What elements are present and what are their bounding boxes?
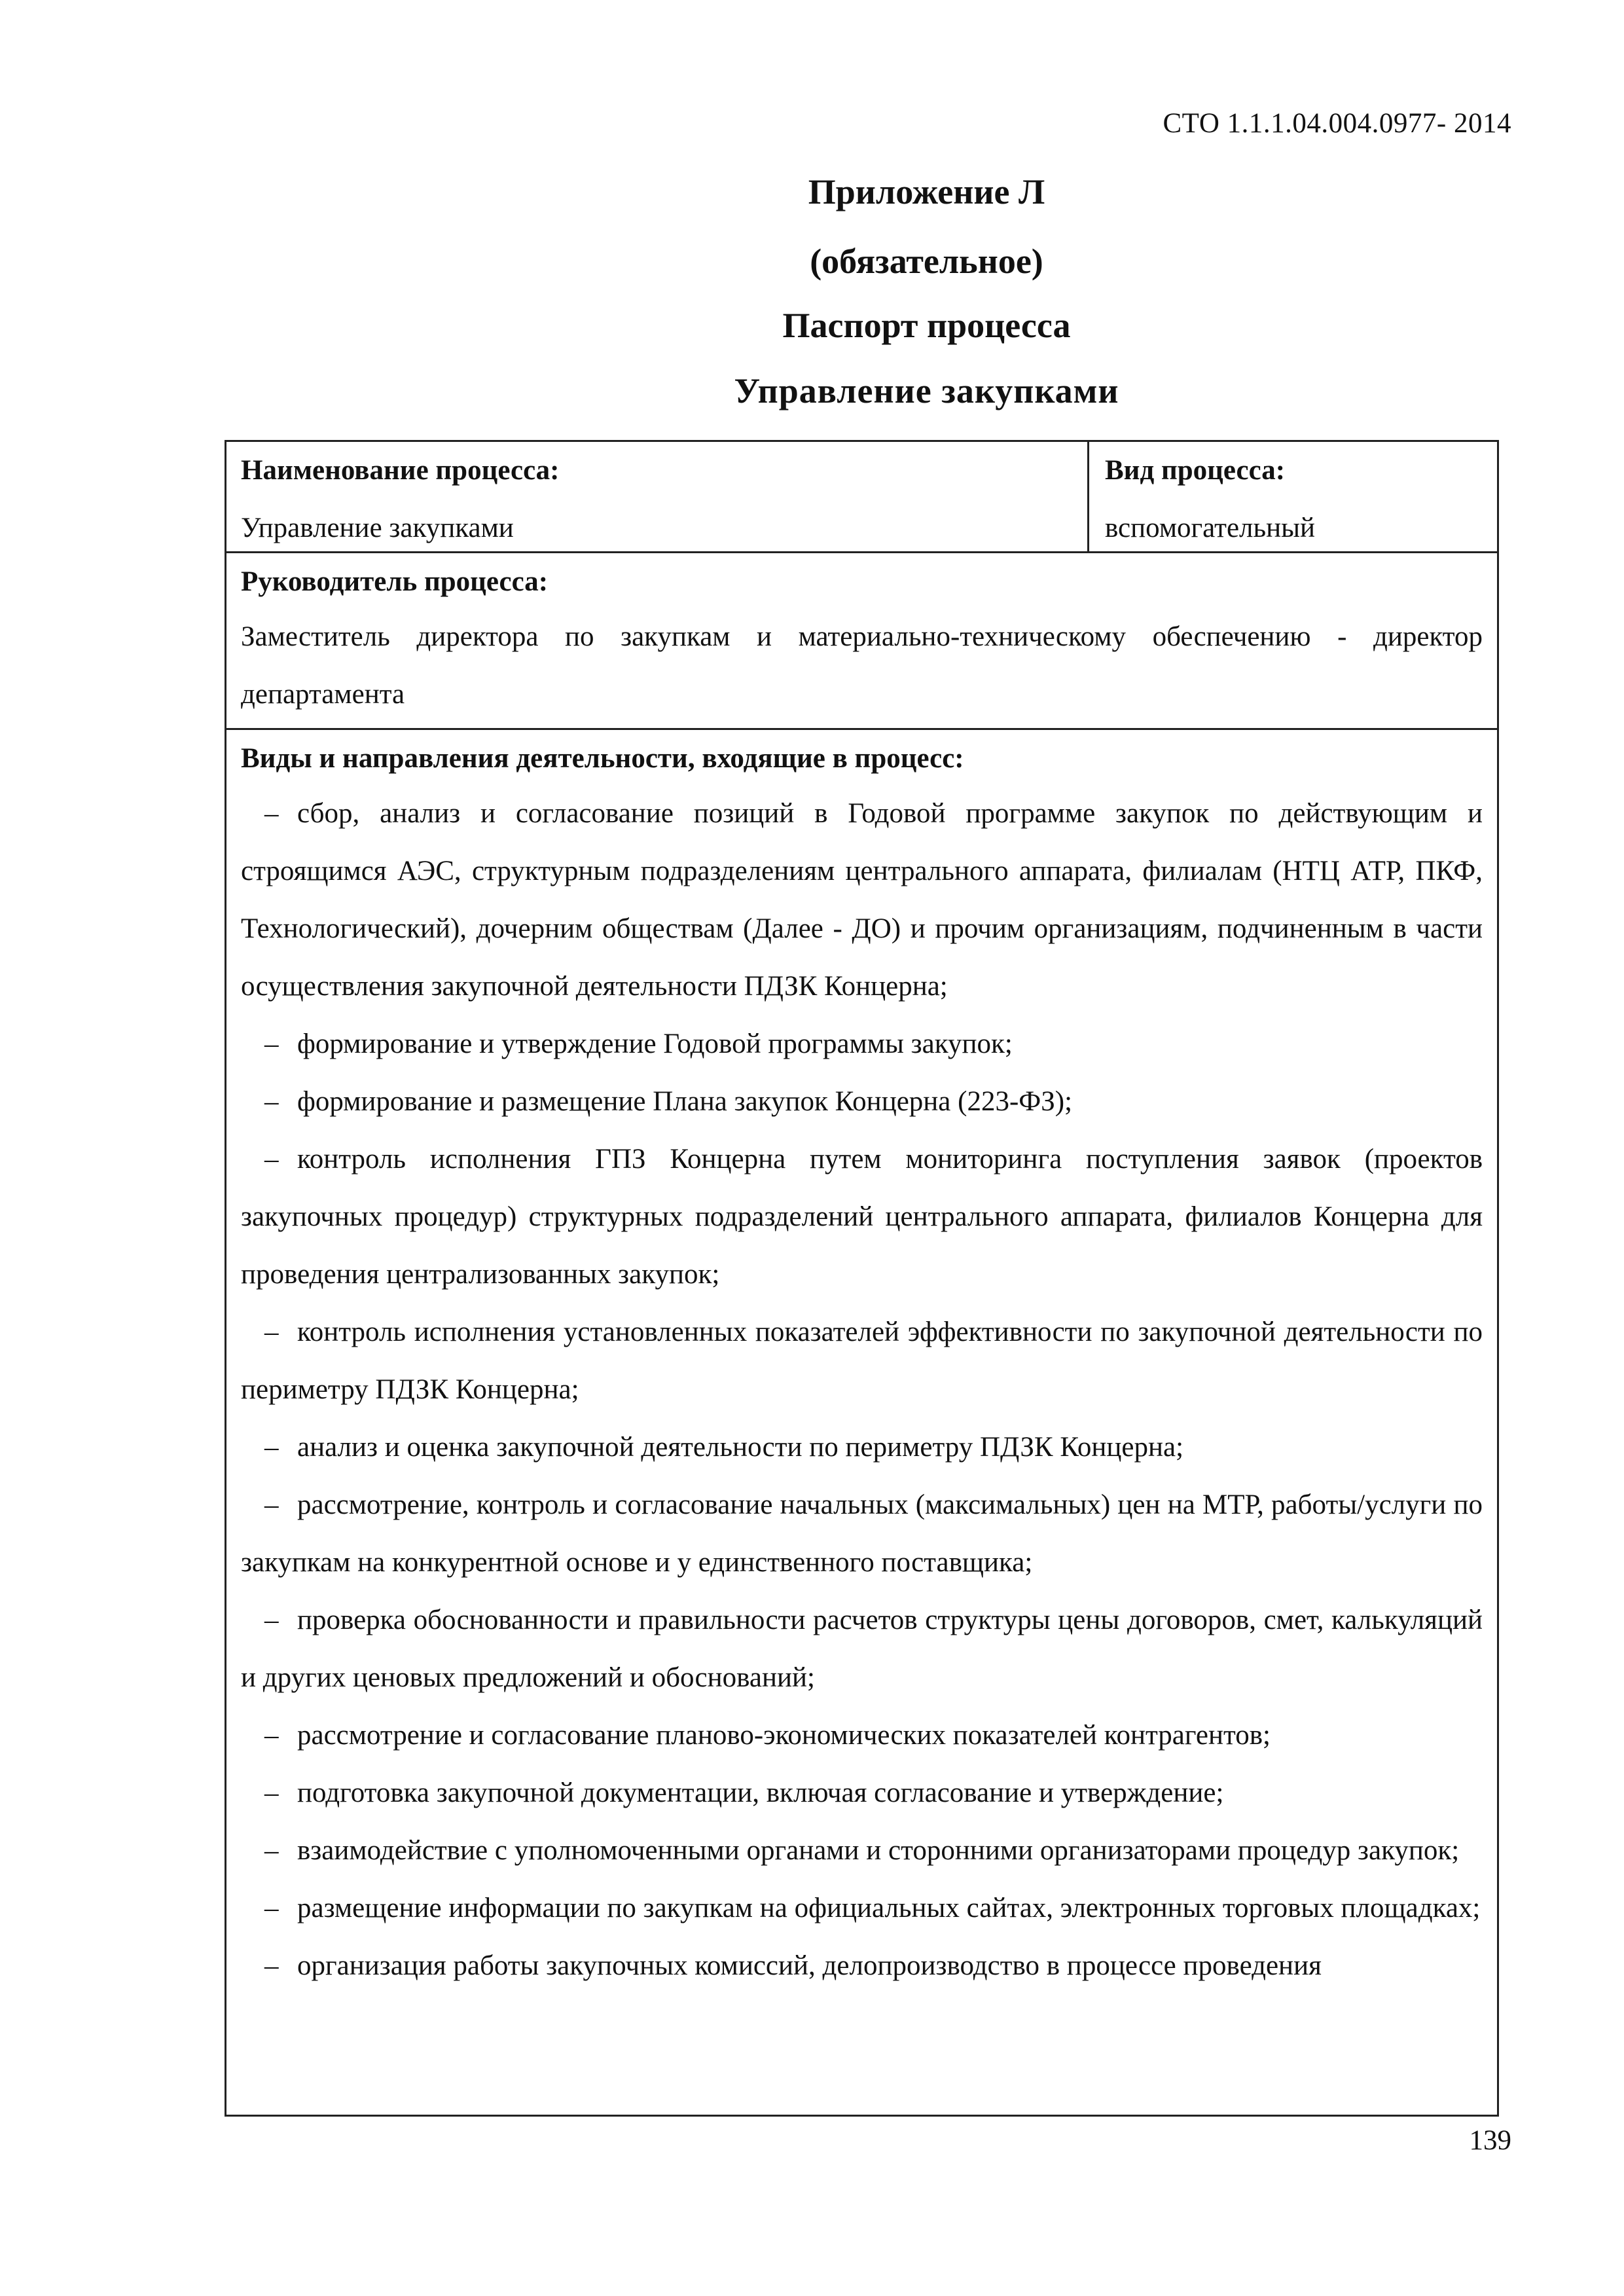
process-passport-table bbox=[225, 440, 1499, 2117]
process-type-value: вспомогательный bbox=[1105, 513, 1316, 543]
process-manager-value: Заместитель директора по закупкам и материально-техническому обеспечению - директор департамента bbox=[241, 621, 1483, 710]
list-item: – формирование и утверждение Годовой программы закупок; bbox=[264, 1029, 1013, 1059]
table-row bbox=[226, 442, 1497, 553]
appendix-status: (обязательное) bbox=[810, 242, 1043, 281]
activities-label: Виды и направления деятельности, входящие в процесс: bbox=[241, 743, 964, 774]
table-row bbox=[226, 553, 1497, 730]
process-manager-label: Руководитель процесса: bbox=[241, 566, 549, 597]
list-item: – организация работы закупочных комиссий, делопроизводство в процессе проведения bbox=[264, 1950, 1322, 1981]
process-type-label: Вид процесса: bbox=[1105, 455, 1286, 486]
process-name-value: Управление закупками bbox=[241, 513, 514, 543]
list-item: – взаимодействие с уполномоченными органами и сторонними организаторами процедур закупок; bbox=[264, 1835, 1460, 1866]
process-type-cell bbox=[1089, 442, 1497, 551]
appendix-title: Приложение Л bbox=[808, 172, 1045, 211]
list-item: – подготовка закупочной документации, включая согласование и утверждение; bbox=[264, 1777, 1224, 1808]
list-item: – контроль исполнения установленных показателей эффективности по закупочной деятельности по периметру ПДЗК Концерна; bbox=[241, 1317, 1483, 1405]
list-item: – формирование и размещение Плана закупок Концерна (223-ФЗ); bbox=[264, 1086, 1073, 1117]
list-item: – проверка обоснованности и правильности расчетов структуры цены договоров, смет, калькуляций и других ценовых предложений и обоснований; bbox=[241, 1605, 1483, 1693]
list-item: – рассмотрение, контроль и согласование начальных (максимальных) цен на МТР, работы/услуги по закупкам на конкурентной основе и у единственного поставщика; bbox=[241, 1489, 1483, 1578]
page-number: 139 bbox=[1469, 2125, 1511, 2156]
list-item: – рассмотрение и согласование планово-экономических показателей контрагентов; bbox=[264, 1720, 1271, 1751]
list-item: – анализ и оценка закупочной деятельности по периметру ПДЗК Концерна; bbox=[264, 1432, 1184, 1463]
list-item: – контроль исполнения ГПЗ Концерна путем мониторинга поступления заявок (проектов закупочных процедур) структурных подразделений центрального аппарата, филиалов Концерна для проведения централизованных закупок; bbox=[241, 1144, 1483, 1290]
table-row bbox=[226, 730, 1497, 2115]
process-name-label: Наименование процесса: bbox=[241, 455, 560, 486]
process-name-cell bbox=[226, 442, 1089, 551]
process-title: Управление закупками bbox=[734, 371, 1119, 410]
document-type-title: Паспорт процесса bbox=[782, 306, 1071, 345]
list-item: – размещение информации по закупкам на официальных сайтах, электронных торговых площадках; bbox=[264, 1893, 1481, 1923]
activities-list bbox=[226, 785, 1497, 1995]
document-code: СТО 1.1.1.04.004.0977- 2014 bbox=[1163, 108, 1511, 139]
list-item: – сбор, анализ и согласование позиций в Годовой программе закупок по действующим и строящимся АЭС, структурным подразделениям центрального аппарата, филиалам (НТЦ АТР, ПКФ, Технологический), дочерним обществам (Далее - ДО) и прочим организациям, подчиненным в части осуществления закупочной деятельности ПДЗК Концерна; bbox=[241, 798, 1483, 1002]
